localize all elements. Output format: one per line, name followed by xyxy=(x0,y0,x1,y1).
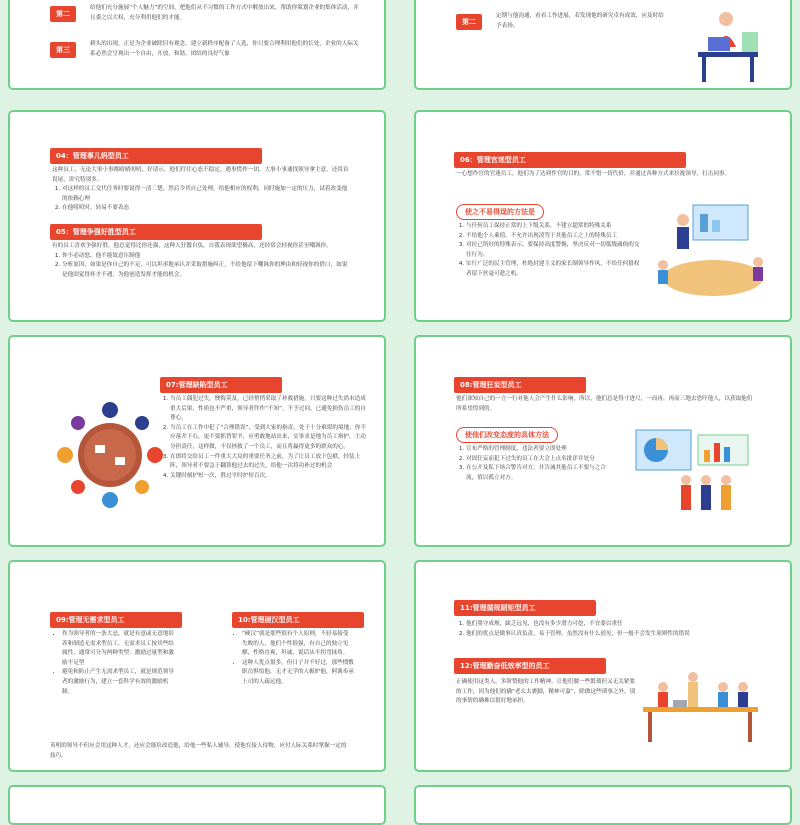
intro-text: 这种员工，无论大事小事都晴晴叨叨，好请示，他们往往心态不稳定，遇事慌作一团，大事小事通找领导拿主意，还畏首畏尾，讲究特别多。 xyxy=(52,167,349,183)
slide-3 xyxy=(8,110,386,322)
list-item: 1. 与任何员工保持正常的上下级关系，不建立超常的特殊关系 xyxy=(466,222,641,232)
method-subtitle: 使之不易得逞的方法是 xyxy=(456,204,544,220)
section-intro-08: 他们深知自己的一言一行对他人会产生什么影响，所以，他们总是得寸进尺，一而再，再而三地去恐吓他人，以获取他们所希望得到的。 xyxy=(456,396,753,412)
list-item: 2. 当员工在工作中犯了“合理错误”，受到大家的指责，处于十分难堪的境地，你不应落井下石，更不要抓替罪羊，应勇敢地站出来，实事求是地为员工辩护，主动分担责任，这样做，不仅拯救了一个员工，而且将赢得更多的群众的心。 xyxy=(170,424,370,453)
section-title-06: 06：管理官迷型员工 xyxy=(454,152,686,168)
list-item: 4. 实行广泛的民主管理，杜绝封建主义的家长制领导作风，不给任何篡权者留下丝毫可趁之机。 xyxy=(466,260,641,279)
list-item: • 避免和防止产生无需求型员工，就是规范领导者的激励行为，建立一套科学有效的激励机制。 xyxy=(62,668,174,697)
list-11 xyxy=(456,620,756,639)
list-10 xyxy=(232,630,354,688)
intro-text: 有的员工喜欢争强好胜，他总觉得比你还强，这种人狂傲自负，自我表现欲望极高，还经常会轻视你甚至嘲讽你。 xyxy=(52,243,332,249)
section-intro-05 xyxy=(52,242,352,280)
method-subtitle: 使他们改变态度的具体方法 xyxy=(456,427,558,443)
section-text-12: 正确使用这类人，多阶赞他的工作精神，让他们做一些繁琐但又无关紧要的工作，因为他们的确“老太太裹脚，精神可嘉”，除做这些琐事之外，别的事情的确难以很好地承担。 xyxy=(456,679,636,705)
list-item: 3. 对拉己所好的特殊表示，要保持高度警惕，坚决反对一切低级庸俗的交往行为。 xyxy=(466,241,641,260)
section-title-05: 05：管理争强好胜型员工 xyxy=(50,224,262,240)
method-list xyxy=(456,445,616,483)
slide-1 xyxy=(8,0,386,90)
list-item: • “硬汉”就是那些很有个人原则，不轻易接受失败的人，他们个性很强，有自己的独立见解，性格直爽，坦诚，说话从不拐弯抹角。 xyxy=(242,630,354,659)
slide-4 xyxy=(414,110,792,322)
item-text-second: 定期与他沟通，看看工作进展，若发现他的研究卓有成效，应及时给予表扬。 xyxy=(496,13,664,29)
slide-9-partial xyxy=(8,785,386,825)
slide-8 xyxy=(414,560,792,772)
list-item: 2. 不给他个人乘值，不允许出现凌驾于其他员工之上的特殊员工 xyxy=(466,232,641,242)
list-item: 2. 分析原因，如果是你自己的不足，可以坦率地承认并采取措施纠正，不给他留下嘲讽你的理由和轻视你的借口，如果是他固觉得怀才不遇，为他创造发挥才能的机会。 xyxy=(62,261,352,280)
section-intro-04 xyxy=(52,166,352,214)
slide-5 xyxy=(8,335,386,547)
section-title-11: 11:管理循规蹈矩型员工 xyxy=(454,600,596,616)
list-item: 2. 他们的优点是做事认真负责，易于管理，虽然没有什么创见，但一般不会发生原则性的错误 xyxy=(466,630,756,640)
list-09 xyxy=(52,630,174,697)
section-title-10: 10:管理硬汉型员工 xyxy=(232,612,364,628)
section-title-04: 04：管理事儿妈型员工 xyxy=(50,148,262,164)
list-item: • 这种人优点很多，但日子并不好过，那些惯敷职员惧怕他，无才无学的人嫉妒他，阿谀奉承上司的人疏远他。 xyxy=(242,659,354,688)
list-item: 3. 在即将交给员工一件重大大局的重要任务之前，为了让员工放下包袱，轻装上阵，领导者不要急于翻算他过去的过失，给他一次将功补过的机会 xyxy=(170,453,370,472)
list-05 xyxy=(52,252,352,281)
data-analysis-illustration xyxy=(626,425,761,520)
list-item: 3. 在公开及私下场合警告对方，并告诫其他员工不要与之合流，值以孤立对方。 xyxy=(466,464,616,483)
section-title-09: 09:管理无需求型员工 xyxy=(50,612,182,628)
slide-6 xyxy=(414,335,792,547)
list-item: • 作为领导者的一条大忌，就是有意或无意地培养和制造无需求型员工，无需求员工按其些结属性，通常可分为两种类型：激励过量型和激励不足型 xyxy=(62,630,174,668)
item-text-second: 给他们充分施展“个人魅力”的空间，把他们从不习惯的工作方式中解放出来，帮助你策划企业的集体活动，并且委之以大权，充分利用他们的才能。 xyxy=(90,5,359,21)
list-item: 1. 当员工偶犯过失，懊悔莫及，已经悄悄采取了补救措施，只要这种过失尚未造成重大后果，性质也不严重，领导者佯作“不知”，不予过问，已避免损伤员工的自尊心。 xyxy=(170,395,370,424)
slide-10-partial xyxy=(414,785,792,825)
list-item: 1. 宣布严格的管理制度，违法者要立即处理 xyxy=(466,445,616,455)
item-tag-second: 第二 xyxy=(456,14,482,30)
slide-7 xyxy=(8,560,386,772)
desk-worker-illustration xyxy=(678,0,768,87)
section-title-08: 08:管理狂妄型员工 xyxy=(454,377,586,393)
team-meeting-table-illustration xyxy=(50,395,170,515)
list-item: 2. 在他唠叨时，轻易不要表态 xyxy=(62,204,352,214)
meeting-presentation-illustration xyxy=(648,200,768,310)
footer-text: 英明的领导不但应会用这种人才，还应会能培改造他，给他一些私人辅导，使他在接人待物，应付人际关系时掌握一定的技巧。 xyxy=(50,743,347,759)
list-item: 4. 关键时刻护短一次，胜过平时护短百次。 xyxy=(170,472,370,482)
method-list xyxy=(456,222,641,280)
list-item: 2. 对固狂妄而犯下过失的员工在大会上点名批评并处分 xyxy=(466,455,616,465)
teamwork-desk-illustration xyxy=(638,662,763,747)
list-item: 1. 对这样的员工交代任务时要说得一清二楚，然后令其自己处理，给他相应的权利，同时施加一定的压力，试着改变他的依赖心理 xyxy=(62,185,352,204)
section-title-12: 12:管理勤奋低效率型的员工 xyxy=(454,658,606,674)
slide-2 xyxy=(414,0,792,90)
section-title-07: 07:管理缺陷型员工 xyxy=(160,377,282,393)
item-text-third: 刺头的出现，正是为企业破除旧有观念，建立新秩序配备了人选，你只要合理利用他们的长处，企业的人际关系必然会呈现出一个自由，开放，和谐，团结的良好气象 xyxy=(90,41,359,57)
section-intro-06: 一心想作官的官迷员工，他们为了达到作官的目的，常不惜一切代价，并通过各种方式来拉拢领导，打击同事。 xyxy=(456,171,731,177)
list-item: 1. 他们墨守成规，缺乏远见，也没有多少潜力可挖，不宜委以重任 xyxy=(466,620,756,630)
list-item: 1. 你不必动怒，他不能故意压制他 xyxy=(62,252,352,262)
list-07 xyxy=(160,395,370,481)
item-tag-second: 第二 xyxy=(50,6,76,22)
item-tag-third: 第三 xyxy=(50,42,76,58)
list-04 xyxy=(52,185,352,214)
